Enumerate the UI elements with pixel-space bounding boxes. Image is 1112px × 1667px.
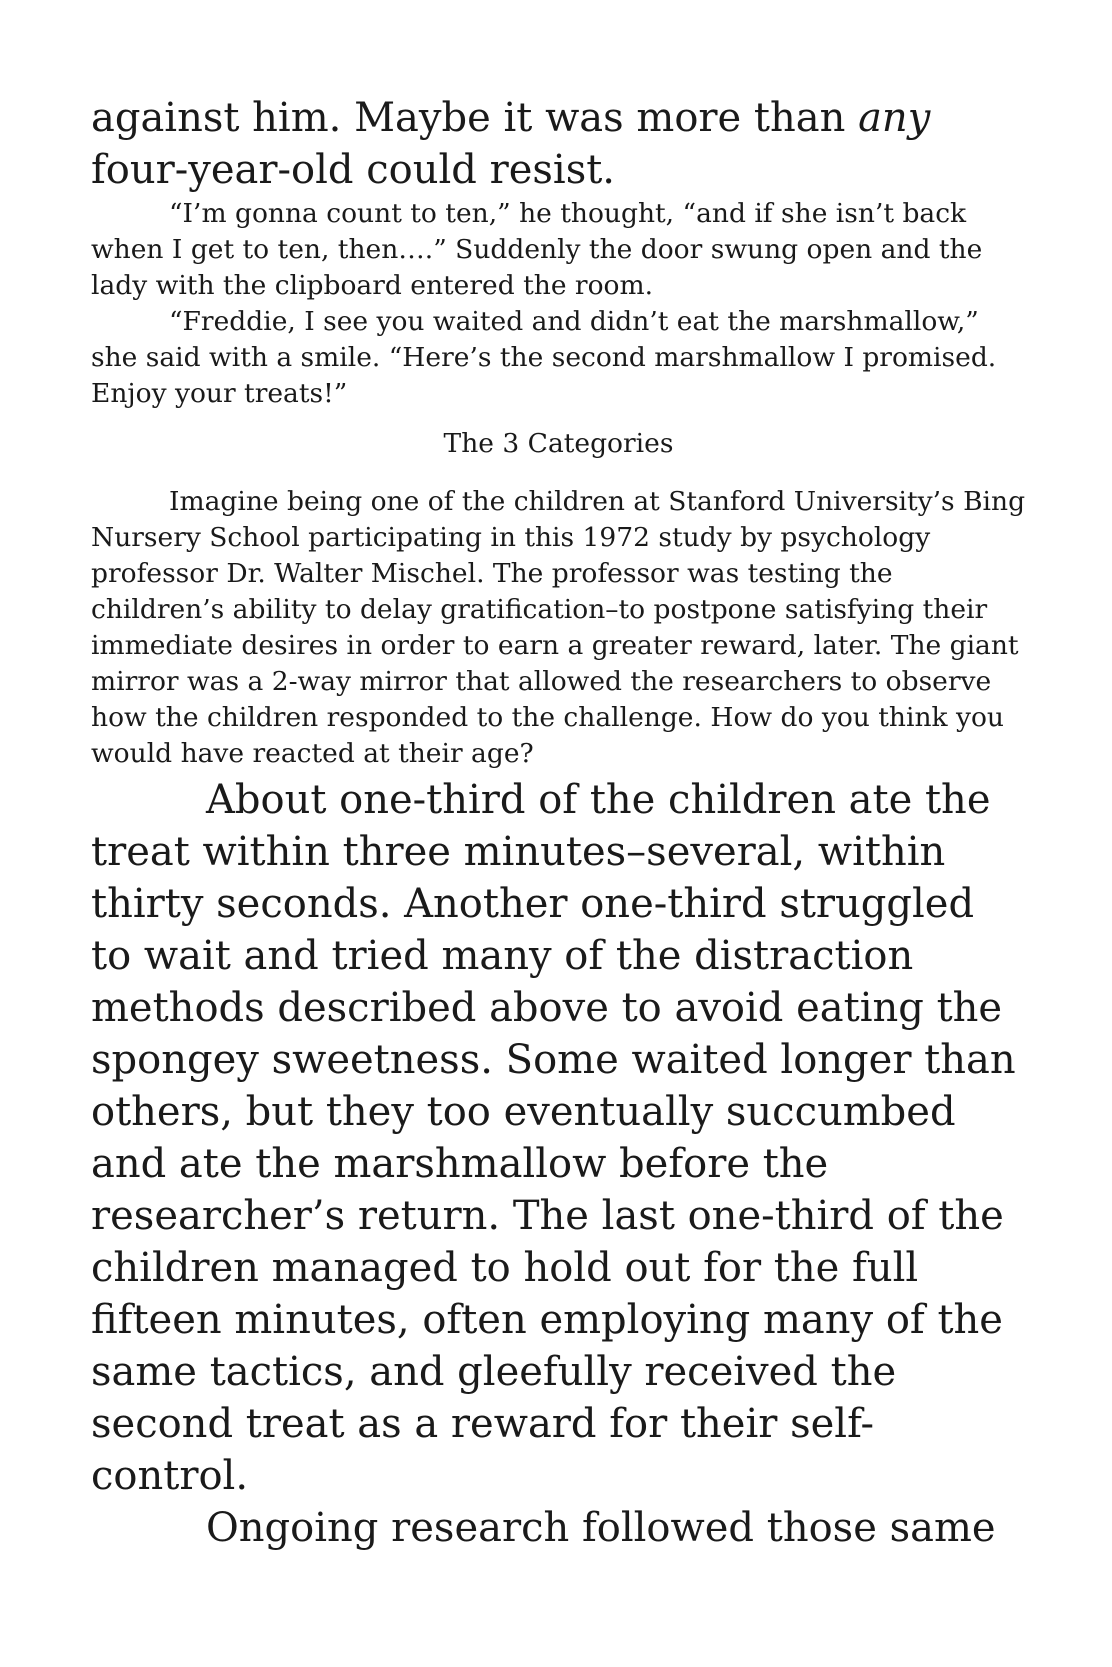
paragraph-freddie: “Freddie, I see you waited and didn’t eat the marshmallow,” she said with a smile. “Here’s the second marshmallow I promised. Enjoy your treats!” (91, 306, 997, 409)
paragraph-count-to-ten: “I’m gonna count to ten,” he thought, “and if she isn’t back when I get to ten, then….” Suddenly the door swung open and the lady with the clipboard entered the room. (91, 198, 983, 301)
section-heading: The 3 Categories (443, 428, 674, 459)
paragraph-one-third: About one-third of the children ate the treat within three minutes–several, within thirty seconds. Another one-third struggled to wait and tried many of the distraction methods described above to avoid eating the spongey sweetness. Some waited longer than others, but they too eventually succumbed and ate the marshmallow before the researcher’s return. The last one-third of the children managed to hold out for the full fifteen minutes, often employing many of the same tactics, and gleefully received the second treat as a reward for their self-control. (91, 777, 1016, 1499)
paragraph-continuation (91, 92, 1026, 196)
paragraph-text: against him. Maybe it was more than (91, 95, 859, 141)
paragraph-text: four-year-old could resist. (91, 147, 616, 193)
paragraph-ongoing-research: Ongoing research followed those same (206, 1505, 996, 1551)
document-page (91, 92, 1026, 1554)
emphasis-text: any (858, 95, 931, 141)
paragraph-imagine: Imagine being one of the children at Stanford University’s Bing Nursery School participating in this 1972 study by psychology professor Dr. Walter Mischel. The professor was testing the children’s ability to delay gratification–to postpone satisfying their immediate desires in order to earn a greater reward, later. The giant mirror was a 2-way mirror that allowed the researchers to observe how the children responded to the challenge. How do you think you would have reacted at their age? (91, 486, 1026, 769)
